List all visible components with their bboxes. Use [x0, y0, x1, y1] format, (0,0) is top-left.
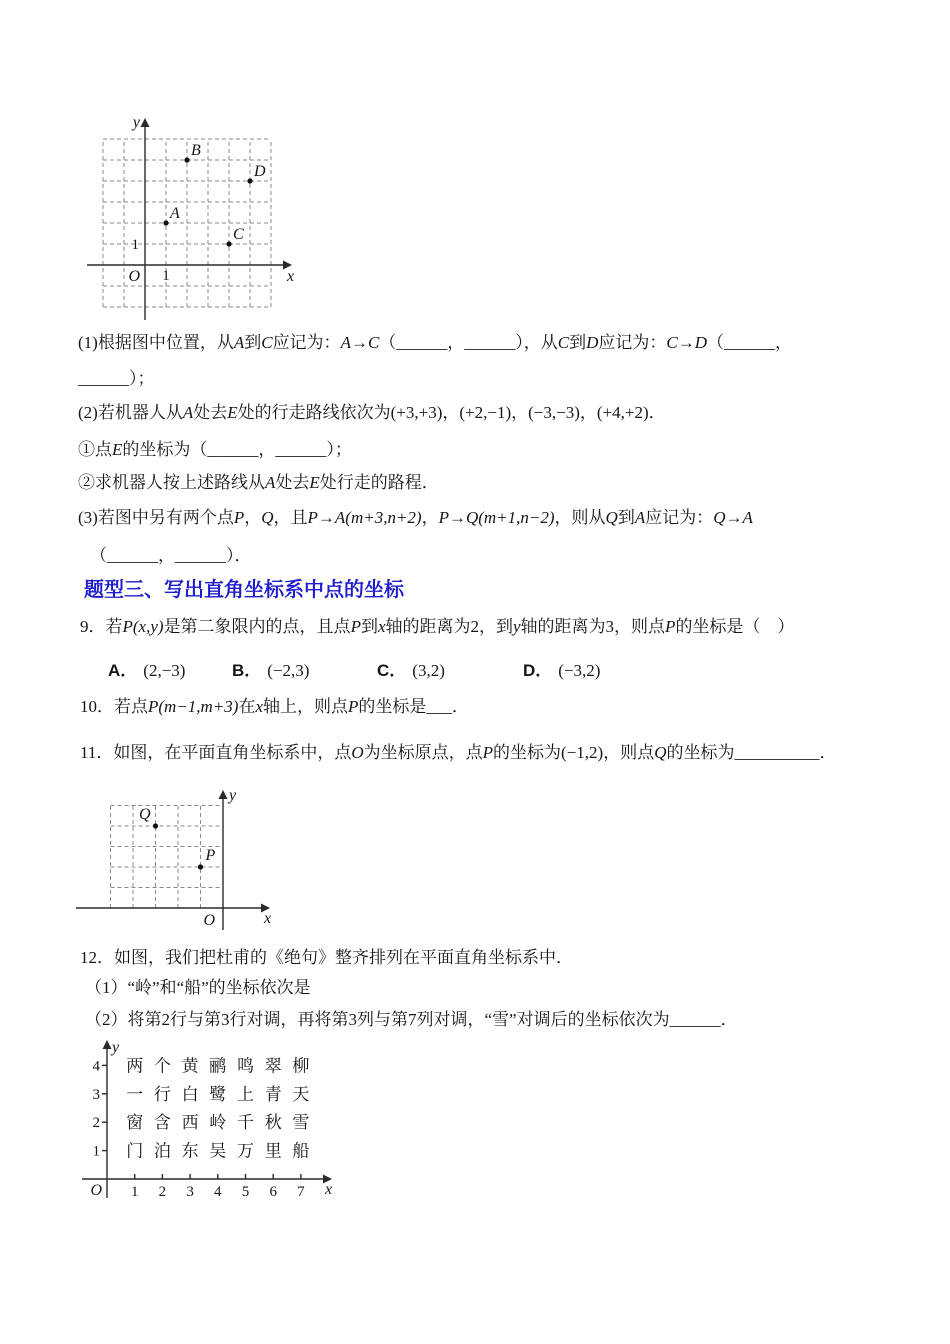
text-segment: （2）将第2行与第3行对调，再将第3列与第7列对调，“雪”对调后的坐标依次为______． — [85, 1010, 738, 1029]
poem-char: 雪 — [292, 1113, 310, 1133]
poem-char: 黄 — [181, 1056, 199, 1076]
x-tick-label: 3 — [186, 1184, 194, 1200]
option-B — [232, 656, 309, 681]
question-9 — [80, 615, 794, 639]
point-C — [226, 241, 231, 246]
text-segment: A — [634, 508, 646, 527]
text-segment: 应记为： — [598, 333, 667, 352]
text-segment: ， — [442, 403, 460, 422]
text-segment: A — [233, 333, 245, 352]
text-segment: 10．若点 — [80, 697, 148, 716]
text-segment: 轴上，则点 — [263, 697, 349, 716]
text-segment: 处去 — [275, 473, 310, 492]
text-segment: ． — [648, 403, 666, 422]
text-segment: (m+3,n+2) — [345, 508, 422, 527]
problem-part3-line2 — [90, 544, 252, 568]
problem-part1-line2 — [78, 367, 155, 391]
section-heading: 题型三、写出直角坐标系中点的坐标 — [84, 579, 404, 601]
text-segment: C→D — [666, 333, 708, 352]
text-segment: Q — [261, 508, 274, 527]
poem-char: 含 — [153, 1113, 171, 1133]
text-segment: 处行走的路程． — [319, 473, 439, 492]
poem-char: 船 — [292, 1141, 310, 1161]
y-tick-label: 1 — [92, 1143, 100, 1160]
problem-part1-line1 — [78, 331, 792, 355]
point-label-D: D — [254, 163, 266, 180]
text-segment: D — [586, 333, 599, 352]
poem-char: 青 — [264, 1084, 282, 1104]
text-segment: E — [227, 403, 238, 422]
text-segment: (+3,+3) — [390, 403, 443, 422]
text-segment: A — [265, 473, 276, 492]
text-segment: 在 — [238, 697, 256, 716]
text-segment: (−1,2) — [561, 743, 604, 762]
origin-label: O — [90, 1182, 102, 1199]
text-segment: P — [665, 617, 676, 636]
text-segment: 到 — [617, 508, 635, 527]
text-segment: 轴的距离为2，到 — [385, 617, 513, 636]
y-tick-label: 4 — [92, 1058, 100, 1075]
text-segment: x — [255, 697, 264, 716]
option-C — [377, 656, 445, 681]
text-segment: （1）“岭”和“船”的坐标依次是 — [85, 978, 311, 997]
poem-char: 鸣 — [237, 1056, 254, 1076]
text-segment: ， — [511, 403, 529, 422]
point-label-A: A — [170, 205, 180, 222]
text-segment: (2)若机器人从 — [78, 403, 183, 422]
x-tick-label: 7 — [297, 1184, 305, 1200]
point-label-Q: Q — [138, 806, 151, 823]
text-segment: 到 — [569, 333, 587, 352]
point-label-C: C — [233, 226, 244, 243]
text-segment: ，则点 — [603, 743, 655, 762]
text-segment: P(x,y) — [122, 617, 164, 636]
text-segment: (−3,−3) — [528, 403, 580, 422]
x-axis-label: x — [264, 910, 272, 927]
text-segment: (+2,−1) — [459, 403, 512, 422]
text-segment: 是第二象限内的点，且点 — [163, 617, 351, 636]
origin-label: O — [128, 268, 140, 285]
poem-char: 白 — [181, 1084, 199, 1104]
coordinate-figure-poem-grid — [78, 1036, 348, 1208]
text-segment: 的坐标是___． — [358, 697, 469, 716]
question-12-part1 — [85, 976, 311, 1000]
question-11 — [80, 741, 837, 765]
x-axis-label: x — [325, 1181, 333, 1198]
option-C-value: (3,2) — [412, 661, 445, 680]
poem-char: 鹂 — [209, 1056, 227, 1076]
poem-char: 泊 — [153, 1141, 171, 1161]
poem-char: 秋 — [264, 1113, 282, 1133]
x-tick-label: 2 — [158, 1184, 167, 1200]
poem-char: 柳 — [292, 1056, 310, 1076]
text-segment: Q — [654, 743, 667, 762]
text-segment: ①点 — [78, 440, 112, 459]
text-segment: x — [377, 617, 386, 636]
coordinate-figure-points-ABCD — [80, 105, 310, 333]
text-segment: O — [351, 743, 364, 762]
poem-char: 门 — [126, 1141, 144, 1161]
problem-part3-line1 — [78, 506, 753, 530]
problem-part2-sub2 — [78, 471, 439, 495]
x-tick-label: 1 — [162, 268, 170, 284]
poem-char: 个 — [153, 1056, 171, 1076]
poem-char: 万 — [237, 1141, 254, 1161]
coordinate-figure-points-QP — [74, 782, 289, 937]
text-segment: P — [233, 508, 245, 527]
text-segment: A→C — [340, 333, 380, 352]
option-B-value: (−2,3) — [267, 661, 310, 680]
question-9-options — [0, 656, 950, 684]
poem-char: 窗 — [126, 1113, 144, 1133]
text-segment: E — [309, 473, 320, 492]
text-segment: 为坐标原点，点 — [363, 743, 483, 762]
text-segment: 9．若 — [80, 617, 123, 636]
text-segment: （______， — [707, 333, 793, 352]
poem-char: 翠 — [264, 1056, 282, 1076]
text-segment: C — [261, 333, 273, 352]
poem-char: 行 — [153, 1084, 171, 1104]
text-segment: 应记为： — [272, 333, 341, 352]
y-axis-label: y — [112, 1039, 120, 1056]
problem-part2-sub1 — [78, 438, 352, 462]
text-segment: ______）； — [78, 369, 155, 388]
text-segment: (+4,+2) — [596, 403, 649, 422]
text-segment: 处的行走路线依次为 — [237, 403, 391, 422]
question-10 — [80, 695, 469, 719]
y-axis-arrow-icon — [219, 790, 228, 799]
text-segment: P(m−1,m+3) — [148, 697, 239, 716]
text-segment: Q→A — [713, 508, 753, 527]
text-segment: ， — [244, 508, 262, 527]
x-tick-label: 5 — [241, 1184, 250, 1200]
poem-char: 一 — [126, 1084, 144, 1104]
text-segment: (1)根据图中位置，从 — [78, 333, 234, 352]
text-segment: E — [112, 440, 123, 459]
poem-char: 两 — [126, 1056, 144, 1076]
y-axis-arrow-icon — [103, 1040, 112, 1049]
question-12 — [80, 946, 573, 970]
text-segment: P→A — [307, 508, 346, 527]
question-12-part2 — [85, 1008, 738, 1032]
poem-char: 吴 — [209, 1141, 227, 1161]
text-segment: ， — [579, 403, 597, 422]
text-segment: y — [513, 617, 521, 636]
text-segment: ，且 — [273, 508, 308, 527]
poem-char: 里 — [264, 1141, 282, 1161]
text-segment: A — [182, 403, 194, 422]
option-D-value: (−3,2) — [558, 661, 601, 680]
text-segment: 应记为： — [645, 508, 714, 527]
text-segment: 到 — [360, 617, 378, 636]
point-D — [247, 178, 252, 183]
poem-char: 鹭 — [209, 1084, 227, 1104]
y-tick-label: 3 — [92, 1086, 100, 1103]
text-segment: 处去 — [193, 403, 228, 422]
point-B — [184, 157, 189, 162]
x-tick-label: 4 — [214, 1184, 222, 1200]
point-Q — [153, 823, 158, 828]
option-A — [108, 656, 185, 681]
y-axis-label: y — [132, 114, 140, 131]
option-D — [523, 656, 600, 681]
y-axis-arrow-icon — [141, 118, 150, 127]
problem-part2-line — [78, 401, 666, 425]
text-segment: 到 — [244, 333, 262, 352]
origin-label: O — [203, 912, 215, 929]
point-label-P: P — [205, 847, 216, 864]
poem-char: 西 — [181, 1113, 199, 1133]
text-segment: 11．如图，在平面直角坐标系中，点 — [80, 743, 352, 762]
option-D-letter: D． — [523, 661, 553, 680]
option-C-letter: C． — [377, 661, 407, 680]
text-segment: Q — [605, 508, 618, 527]
x-tick-label: 6 — [269, 1184, 277, 1200]
text-segment: 的坐标为（______，______）； — [122, 440, 352, 459]
text-segment: P — [482, 743, 494, 762]
y-tick-label: 2 — [92, 1115, 100, 1132]
x-tick-label: 1 — [130, 1184, 139, 1200]
text-segment: P — [348, 697, 359, 716]
x-axis-label: x — [287, 268, 295, 285]
text-segment: ，则从 — [554, 508, 606, 527]
text-segment: P — [350, 617, 361, 636]
option-A-value: (2,−3) — [143, 661, 186, 680]
text-segment: 的坐标为 — [493, 743, 562, 762]
text-segment: P→Q(m+1,n−2) — [438, 508, 555, 527]
text-segment: C — [557, 333, 570, 352]
text-segment: 的坐标为__________． — [666, 743, 837, 762]
text-segment: （______，______）． — [90, 546, 252, 565]
point-P — [198, 864, 203, 869]
option-B-letter: B． — [232, 661, 262, 680]
text-segment: 轴的距离为3，则点 — [520, 617, 666, 636]
poem-char: 千 — [237, 1113, 254, 1133]
poem-char: 上 — [237, 1084, 254, 1104]
text-segment: 12．如图，我们把杜甫的《绝句》整齐排列在平面直角坐标系中． — [80, 948, 573, 967]
text-segment: （______，______），从 — [379, 333, 558, 352]
option-A-letter: A． — [108, 661, 138, 680]
y-tick-label: 1 — [131, 237, 139, 253]
point-label-B: B — [191, 142, 201, 159]
poem-char: 东 — [181, 1141, 199, 1161]
y-axis-label: y — [229, 787, 237, 804]
text-segment: (3)若图中另有两个点 — [78, 508, 234, 527]
text-segment: ， — [421, 508, 439, 527]
text-segment: ②求机器人按上述路线从 — [78, 473, 265, 492]
poem-char: 天 — [292, 1084, 310, 1104]
point-A — [163, 220, 168, 225]
text-segment: 的坐标是（ ） — [675, 617, 795, 636]
poem-char: 岭 — [209, 1113, 227, 1133]
